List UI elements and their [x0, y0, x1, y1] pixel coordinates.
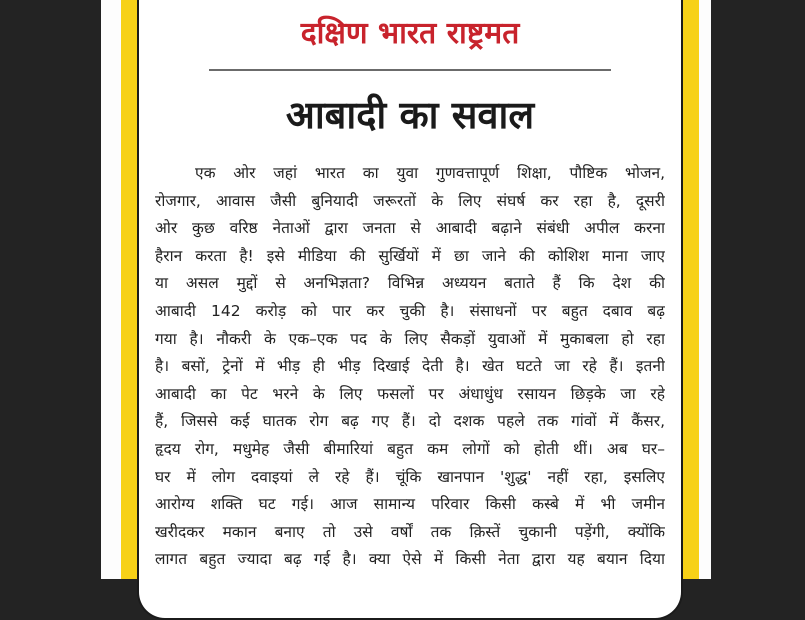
article-line: आरोग्य शक्ति घट गई। आज सामान्य परिवार किसी कस्बे में भी जमीन [155, 495, 665, 514]
article-line: है। बसों, ट्रेनों में भीड़ ही भीड़ दिखाई देती है। खेत घटते जा रहे हैं। इतनी [155, 357, 665, 376]
article-line: घर में लोग दवाइयां ले रहे हैं। चूंकि खानपान 'शुद्ध' नहीं रहा, इसलिए [155, 467, 665, 486]
article-line: हैं, जिससे कई घातक रोग बढ़ गए हैं। दो दशक पहले तक गांवों में कैंसर, [155, 412, 665, 431]
article-line: रोजगार, आवास जैसी बुनियादी जरूरतों के लिए संघर्ष कर रहा है, दूसरी [155, 191, 665, 210]
article-line: खरीदकर मकान बनाए तो उसे वर्षों तक क़िस्तें चुकानी पड़ेंगी, क्योंकि [155, 522, 665, 541]
masthead-divider [209, 69, 611, 71]
article-line: या असल मुद्दों से अनभिज्ञता? विभिन्न अध्ययन बताते हैं कि देश की [155, 274, 665, 293]
article-line: हैरान करता है! इसे मीडिया की सुर्खियों में छा जाने की कोशिश माना जाए [155, 246, 665, 265]
article-line: आबादी 142 करोड़ को पार कर चुकी है। संसाधनों पर बहुत दबाव बढ़ [155, 301, 665, 320]
newspaper-clipping [137, 0, 683, 620]
article-line: लागत बहुत ज्यादा बढ़ गई है। क्या ऐसे में किसी नेता द्वारा यह बयान दिया [155, 550, 665, 569]
newspaper-masthead: दक्षिण भारत राष्ट्रमत [300, 16, 520, 51]
article-line: ओर कुछ वरिष्ठ नेताओं द्वारा जनता से आबादी बढ़ाने संबंधी अपील करना [155, 219, 665, 238]
article-body [155, 160, 665, 574]
article-line: एक ओर जहां भारत का युवा गुणवत्तापूर्ण शिक्षा, पौष्टिक भोजन, [195, 164, 665, 182]
article-headline: आबादी का सवाल [285, 93, 535, 137]
article-line: आबादी का पेट भरने के लिए फसलों पर अंधाधुंध रसायन छिड़के जा रहे [155, 384, 665, 403]
article-line: गया है। नौकरी के एक–एक पद के लिए सैकड़ों युवाओं में मुकाबला हो रहा [155, 329, 665, 348]
article-line: हृदय रोग, मधुमेह जैसी बीमारियां बहुत कम लोगों को होती थीं। अब घर– [155, 439, 665, 458]
